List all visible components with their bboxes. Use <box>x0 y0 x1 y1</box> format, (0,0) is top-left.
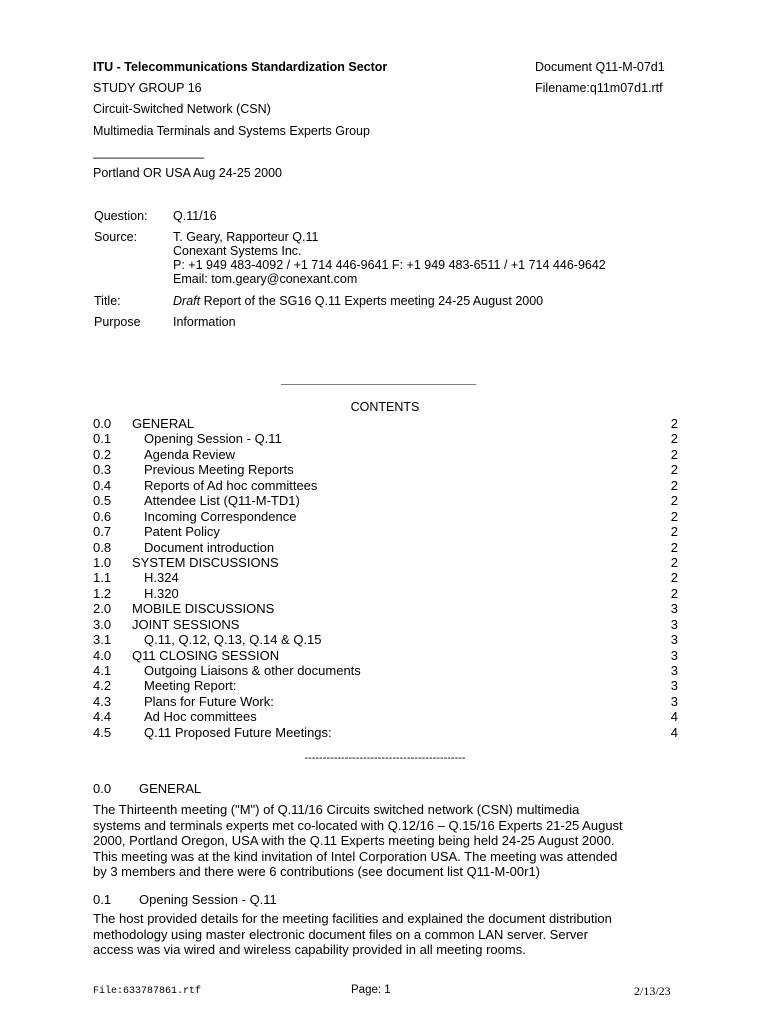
toc-entry-number: 0.5 <box>93 493 112 509</box>
toc-entry-page: 3 <box>670 663 678 678</box>
toc-entry[interactable] <box>93 555 678 570</box>
toc-entry-title: Previous Meeting Reports <box>144 462 294 478</box>
toc-entry[interactable] <box>93 447 678 462</box>
toc-entry-title: Meeting Report: <box>144 678 237 694</box>
section-number: 0.1 <box>93 892 112 907</box>
footer-file: File:633787861.rtf <box>93 986 202 997</box>
toc-entry-page: 2 <box>670 554 678 570</box>
toc-entry[interactable] <box>93 416 678 431</box>
toc-entry-number: 4.5 <box>93 724 112 740</box>
question-value: Q.11/16 <box>173 209 217 223</box>
toc-entry-number: 0.0 <box>93 416 112 431</box>
source-value <box>173 230 606 286</box>
toc-entry-page: 4 <box>670 709 678 725</box>
paragraph-line: by 3 members and there were 6 contributions (see document list Q11-M-00r1) <box>93 864 541 879</box>
source-line: P: +1 949 483-4092 / +1 714 446-9641 F: +1 949 483-6511 / +1 714 446-9642 <box>173 258 606 272</box>
toc-entry-number: 0.8 <box>93 539 112 555</box>
toc-entry[interactable] <box>93 709 678 724</box>
title-text: Report of the SG16 Q.11 Experts meeting 24-25 August 2000 <box>200 294 544 308</box>
toc-entry-number: 4.2 <box>93 678 112 694</box>
toc-entry[interactable] <box>93 509 678 524</box>
toc-entry[interactable] <box>93 493 678 508</box>
toc-entry-title: Q.11, Q.12, Q.13, Q.14 & Q.15 <box>144 632 322 648</box>
study-group: STUDY GROUP 16 <box>93 81 202 95</box>
toc-entry-title: Patent Policy <box>144 524 220 540</box>
toc-entry[interactable] <box>93 478 678 493</box>
toc-entry-title: Attendee List (Q11-M-TD1) <box>144 493 300 509</box>
toc-entry-page: 2 <box>670 477 678 493</box>
paragraph-line: systems and terminals experts met co-located with Q.12/16 – Q.15/16 Experts 21-25 August <box>93 817 623 833</box>
paragraph-line: methodology using master electronic document files on a common LAN server. Server <box>93 926 588 942</box>
toc-entry-title: MOBILE DISCUSSIONS <box>132 601 275 617</box>
toc-entry[interactable] <box>93 570 678 585</box>
toc-entry[interactable] <box>93 524 678 539</box>
paragraph-line: 2000, Portland Oregon, USA with the Q.11 Experts meeting being held 24-25 August 2000. <box>93 833 615 848</box>
toc-entry-title: Outgoing Liaisons & other documents <box>144 663 361 678</box>
toc-entry-number: 0.4 <box>93 477 112 493</box>
toc-entry[interactable] <box>93 648 678 663</box>
toc-entry-page: 2 <box>670 524 678 540</box>
toc-entry-title: H.320 <box>144 585 179 601</box>
toc-entry-title: Incoming Correspondence <box>144 508 297 524</box>
section-number: 0.0 <box>93 781 112 796</box>
toc-entry-page: 2 <box>670 539 678 555</box>
toc-entry-page: 3 <box>670 601 678 617</box>
question-label: Question: <box>94 209 148 223</box>
toc-entry-number: 0.6 <box>93 508 112 524</box>
meeting-location: Portland OR USA Aug 24-25 2000 <box>93 166 283 180</box>
contents-heading: CONTENTS <box>350 400 420 414</box>
toc-entry-page: 2 <box>670 446 678 462</box>
toc-entry[interactable] <box>93 725 678 740</box>
toc-entry-page: 3 <box>670 647 678 663</box>
purpose-label: Purpose <box>94 315 141 329</box>
toc-entry-title: Q11 CLOSING SESSION <box>132 647 280 663</box>
purpose-value: Information <box>173 315 236 329</box>
section-title: GENERAL <box>139 781 202 796</box>
network-type: Circuit-Switched Network (CSN) <box>93 102 271 116</box>
experts-group: Multimedia Terminals and Systems Experts Group <box>93 124 370 138</box>
toc-entry-number: 4.3 <box>93 693 112 709</box>
source-line: T. Geary, Rapporteur Q.11 <box>173 230 319 244</box>
paragraph-line: access was via wired and wireless capability provided in all meeting rooms. <box>93 942 526 957</box>
toc-entry-number: 4.4 <box>93 709 112 725</box>
source-line: Email: tom.geary@conexant.com <box>173 272 358 286</box>
toc-entry-page: 2 <box>670 416 678 431</box>
contents-divider: -------------------------------------------- <box>304 752 466 764</box>
toc-entry-title: H.324 <box>144 570 179 586</box>
paragraph-line: The Thirteenth meeting ("M") of Q.11/16 Circuits switched network (CSN) multimedia <box>93 802 580 817</box>
toc-entry[interactable] <box>93 632 678 647</box>
toc-entry-page: 3 <box>670 632 678 648</box>
toc-entry-page: 2 <box>670 493 678 509</box>
toc-entry-page: 3 <box>670 693 678 709</box>
contents-rule: ___________________________ <box>281 371 477 386</box>
toc-entry-title: GENERAL <box>132 416 195 431</box>
toc-entry-number: 1.1 <box>93 570 112 586</box>
toc-entry-page: 2 <box>670 431 678 447</box>
toc-entry[interactable] <box>93 617 678 632</box>
table-of-contents <box>93 416 678 740</box>
paragraph-line: The host provided details for the meeting facilities and explained the document distribution <box>93 911 612 926</box>
toc-entry-page: 2 <box>670 508 678 524</box>
toc-entry-number: 1.0 <box>93 554 112 570</box>
org-name: ITU - Telecommunications Standardization Sector <box>93 60 388 74</box>
section-title: Opening Session - Q.11 <box>139 892 277 907</box>
toc-entry-number: 3.0 <box>93 616 112 632</box>
toc-entry-number: 0.1 <box>93 431 112 447</box>
title-draft: Draft <box>173 294 201 308</box>
toc-entry[interactable] <box>93 663 678 678</box>
toc-entry[interactable] <box>93 601 678 616</box>
section-paragraph <box>93 802 683 880</box>
filename: Filename:q11m07d1.rtf <box>535 81 663 95</box>
toc-entry-title: SYSTEM DISCUSSIONS <box>132 554 279 570</box>
toc-entry-title: Reports of Ad hoc committees <box>144 477 318 493</box>
toc-entry-number: 4.0 <box>93 647 112 663</box>
toc-entry[interactable] <box>93 678 678 693</box>
toc-entry-page: 2 <box>670 462 678 478</box>
title-label: Title: <box>94 294 121 308</box>
toc-entry-title: Agenda Review <box>144 446 236 462</box>
source-line: Conexant Systems Inc. <box>173 244 302 258</box>
toc-entry[interactable] <box>93 462 678 477</box>
toc-entry-title: Ad Hoc committees <box>144 709 257 725</box>
toc-entry-title: Document introduction <box>144 539 275 555</box>
toc-entry-number: 0.3 <box>93 462 112 478</box>
toc-entry-title: Plans for Future Work: <box>144 693 274 709</box>
toc-entry[interactable] <box>93 694 678 709</box>
section-paragraph <box>93 911 683 958</box>
toc-entry[interactable] <box>93 431 678 446</box>
toc-entry[interactable] <box>93 540 678 555</box>
toc-entry-page: 3 <box>670 616 678 632</box>
toc-entry-number: 0.2 <box>93 446 112 462</box>
toc-entry-page: 4 <box>670 724 678 740</box>
document-number: Document Q11-M-07d1 <box>535 60 665 74</box>
toc-entry-page: 2 <box>670 570 678 586</box>
title-value <box>173 294 543 308</box>
toc-entry-title: Opening Session - Q.11 <box>144 431 282 447</box>
source-label: Source: <box>94 230 138 244</box>
toc-entry[interactable] <box>93 586 678 601</box>
toc-entry-number: 4.1 <box>93 663 112 678</box>
toc-entry-title: JOINT SESSIONS <box>132 616 240 632</box>
toc-entry-page: 2 <box>670 585 678 601</box>
toc-entry-page: 3 <box>670 678 678 694</box>
footer-page: Page: 1 <box>351 984 391 996</box>
toc-entry-number: 3.1 <box>93 632 112 648</box>
toc-entry-number: 2.0 <box>93 601 112 617</box>
footer-date: 2/13/23 <box>634 984 671 998</box>
header-rule: ________________ <box>93 145 205 159</box>
toc-entry-number: 1.2 <box>93 585 112 601</box>
toc-entry-number: 0.7 <box>93 524 112 540</box>
paragraph-line: This meeting was at the kind invitation of Intel Corporation USA. The meeting was attended <box>93 848 618 864</box>
toc-entry-title: Q.11 Proposed Future Meetings: <box>144 724 332 740</box>
